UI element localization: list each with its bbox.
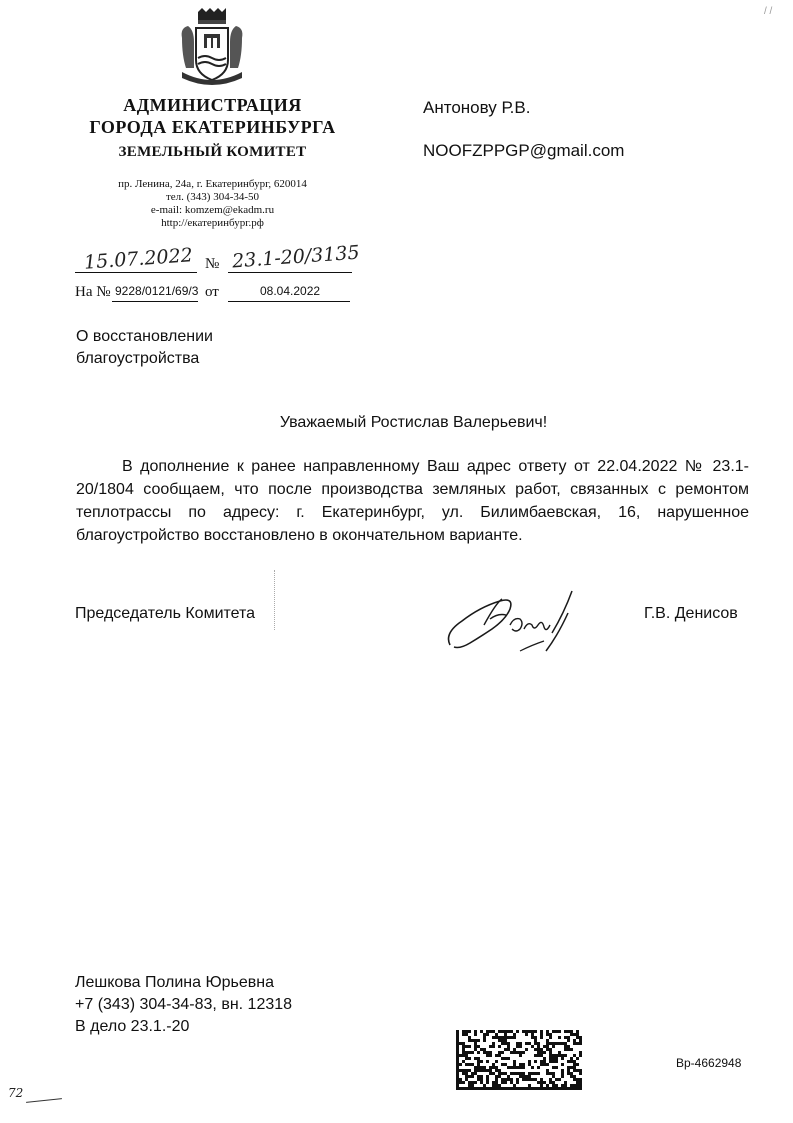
registration-code: Вр-4662948 <box>676 1056 742 1070</box>
recipient-email: NOOFZPPGP@gmail.com <box>423 141 625 160</box>
org-phone: тел. (343) 304-34-50 <box>165 191 260 203</box>
corner-mark: / / <box>764 6 773 17</box>
number-label: № <box>205 256 220 272</box>
org-website: http://екатеринбург.рф <box>161 217 264 229</box>
org-address: пр. Ленина, 24а, г. Екатеринбург, 620014 <box>118 178 307 190</box>
org-name-line2: ГОРОДА ЕКАТЕРИНБУРГА <box>89 117 336 137</box>
executor-phone: +7 (343) 304-34-83, вн. 12318 <box>75 996 293 1013</box>
org-name-line1: АДМИНИСТРАЦИЯ <box>123 95 302 115</box>
margin-scribble-stroke <box>26 1098 62 1103</box>
subject-line2: благоустройства <box>76 350 200 367</box>
subject-line1: О восстановлении <box>76 328 213 345</box>
file-reference: В дело 23.1.-20 <box>75 1018 190 1035</box>
reply-to-label: На № <box>75 284 111 300</box>
letter-body: В дополнение к ранее направленному Ваш адрес ответу от 22.04.2022 № 23.1-20/1804 сообщаем, что после производства земляных работ, связанных с ремонтом теплотрассы по адресу: г. Екатеринбург, ул. Билимбаевская, 16, нарушенное благоустройство восстановлено в окончательном варианте. <box>76 458 749 544</box>
handwritten-signature <box>440 585 590 655</box>
margin-scribble: 72 <box>8 1086 24 1100</box>
fold-line <box>274 570 275 630</box>
department-name: ЗЕМЕЛЬНЫЙ КОМИТЕТ <box>118 144 307 160</box>
reply-to-date: 08.04.2022 <box>260 284 321 298</box>
signatory-title: Председатель Комитета <box>75 605 256 622</box>
outgoing-date: 15.07.2022 <box>83 244 194 274</box>
number-underline <box>228 272 352 273</box>
date-underline <box>75 272 197 273</box>
coat-of-arms-icon <box>178 8 246 88</box>
reply-number-underline <box>112 301 198 302</box>
reply-date-underline <box>228 301 350 302</box>
executor-name: Лешкова Полина Юрьевна <box>75 974 275 991</box>
reply-to-number: 9228/0121/69/3 <box>115 284 199 298</box>
signatory-name: Г.В. Денисов <box>644 605 738 622</box>
recipient-name: Антонову Р.В. <box>423 98 531 117</box>
greeting: Уважаемый Ростислав Валерьевич! <box>279 414 548 431</box>
from-label: от <box>205 284 219 300</box>
org-email: e-mail: komzem@ekadm.ru <box>150 204 275 216</box>
outgoing-number: 23.1-20/3135 <box>231 241 361 273</box>
datamatrix-barcode-icon <box>456 1029 582 1091</box>
